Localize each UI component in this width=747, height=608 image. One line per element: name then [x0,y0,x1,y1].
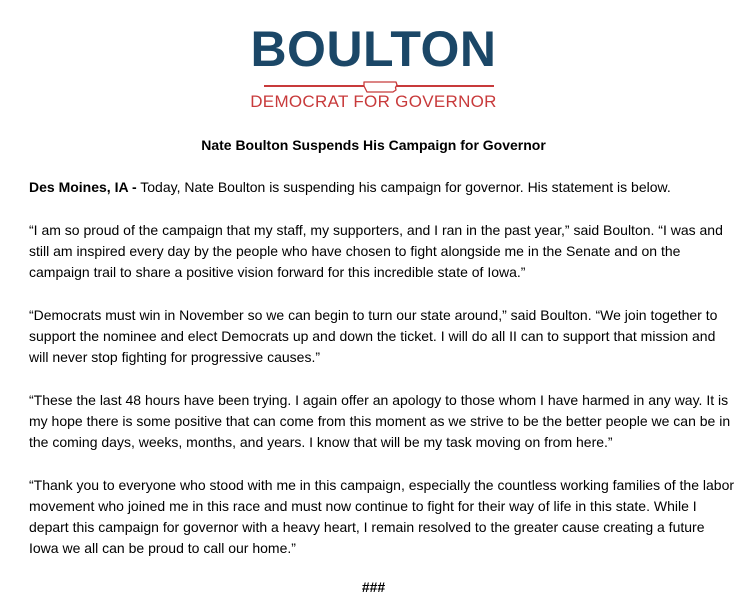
press-release-body [29,177,735,581]
statement-paragraph: “I am so proud of the campaign that my staff, my supporters, and I ran in the past year,” said Boulton. “I was and still am inspired every day by the people who have chosen to fight alongside me in the Senate and on the campaign trail to share a positive vision forward for this incredible state of Iowa.” [29,222,723,280]
campaign-logo [0,22,747,112]
logo-tagline: DEMOCRAT FOR GOVERNOR [250,92,497,111]
statement-paragraph: “These the last 48 hours have been trying. I again offer an apology to those whom I have harmed in any way. It is my hope there is some positive that can come from this moment as we strive to be the better people we can be in the coming days, weeks, months, and years. I know that will be my task moving on from here.” [29,392,731,450]
end-of-release-mark: ### [361,579,386,595]
statement-paragraph: “Thank you to everyone who stood with me in this campaign, especially the countless working families of the labor movement who joined me in this race and must now continue to fight for their way of life in this state. While I depart this campaign for governor with a heavy heart, I remain resolved to the greater cause creating a future Iowa we all can be proud to call our home.” [29,477,735,556]
statement-paragraph: “Democrats must win in November so we can begin to turn our state around,” said Boulton. “We join together to support the nominee and elect Democrats up and down the ticket. I will do all II can to support that mission and will never stop fighting for progressive causes.” [29,307,718,365]
intro-text: Today, Nate Boulton is suspending his campaign for governor. His statement is below. [136,179,671,195]
dateline: Des Moines, IA - [29,179,137,195]
press-release-headline: Nate Boulton Suspends His Campaign for Governor [201,137,546,153]
logo-name: BOULTON [250,21,497,77]
intro-paragraph [29,177,735,198]
